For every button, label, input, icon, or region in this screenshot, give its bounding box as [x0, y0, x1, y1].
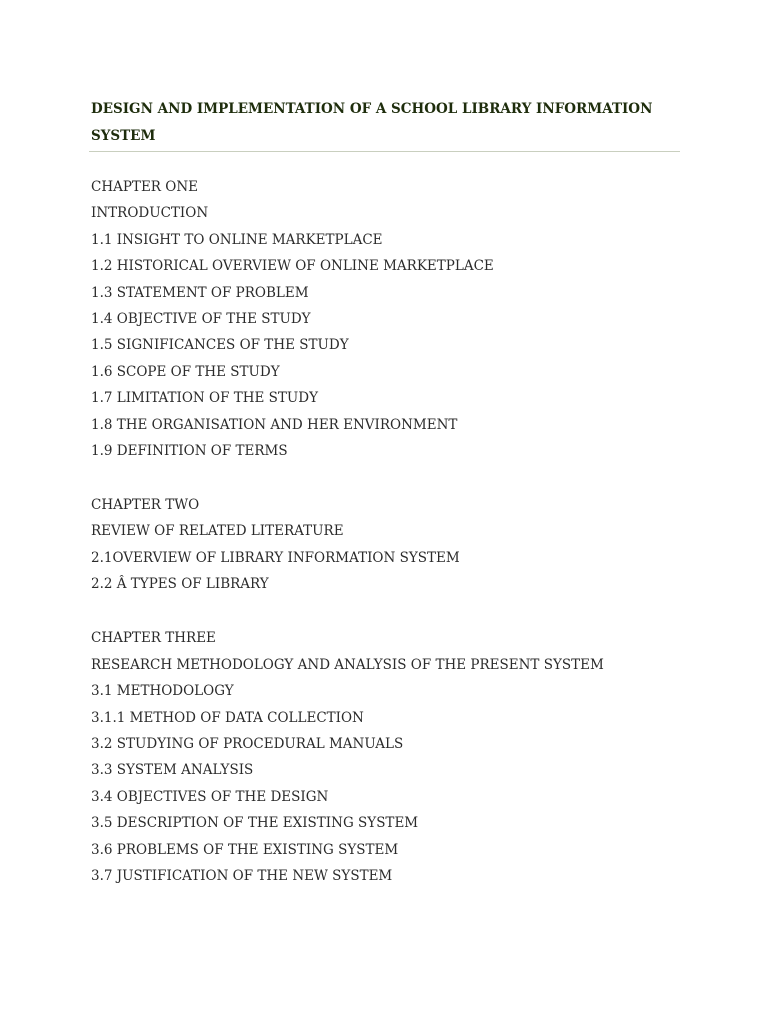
chapter-one-section: [91, 174, 604, 464]
toc-line: 1.1 INSIGHT TO ONLINE MARKETPLACE: [91, 231, 383, 248]
toc-line: 1.9 DEFINITION OF TERMS: [91, 443, 288, 460]
toc-line: 3.7 JUSTIFICATION OF THE NEW SYSTEM: [91, 867, 393, 884]
chapter-two-section: [91, 492, 604, 598]
toc-line: 2.1OVERVIEW OF LIBRARY INFORMATION SYSTEM: [91, 549, 460, 566]
toc-line: 3.1.1 METHOD OF DATA COLLECTION: [91, 709, 364, 726]
section-spacer: [91, 598, 604, 626]
document-title: DESIGN AND IMPLEMENTATION OF A SCHOOL LIBRARY INFORMATION SYSTEM: [91, 101, 653, 144]
toc-line: 3.2 STUDYING OF PROCEDURAL MANUALS: [91, 735, 404, 752]
toc-line: CHAPTER TWO: [91, 497, 200, 514]
toc-line: CHAPTER ONE: [91, 179, 198, 195]
toc-line: CHAPTER THREE: [91, 630, 216, 647]
toc-line: 3.5 DESCRIPTION OF THE EXISTING SYSTEM: [91, 815, 419, 832]
toc-line: 3.6 PROBLEMS OF THE EXISTING SYSTEM: [91, 841, 399, 858]
toc-line: 1.7 LIMITATION OF THE STUDY: [91, 390, 319, 407]
toc-line: 1.5 SIGNIFICANCES OF THE STUDY: [91, 337, 349, 354]
toc-line: 1.8 THE ORGANISATION AND HER ENVIRONMENT: [91, 416, 458, 433]
toc-line: 3.4 OBJECTIVES OF THE DESIGN: [91, 788, 329, 805]
toc-line: RESEARCH METHODOLOGY AND ANALYSIS OF THE PRESENT SYSTEM: [91, 656, 604, 673]
section-spacer: [91, 464, 604, 492]
table-of-contents: [91, 174, 604, 889]
toc-line: INTRODUCTION: [91, 205, 209, 222]
chapter-three-section: [91, 625, 604, 889]
toc-line: 1.2 HISTORICAL OVERVIEW OF ONLINE MARKETPLACE: [91, 258, 494, 275]
toc-line: REVIEW OF RELATED LITERATURE: [91, 523, 344, 540]
title-divider: [89, 151, 680, 152]
toc-line: 3.3 SYSTEM ANALYSIS: [91, 762, 254, 779]
toc-line: 1.3 STATEMENT OF PROBLEM: [91, 284, 309, 301]
toc-line: 2.2 Â TYPES OF LIBRARY: [91, 576, 269, 593]
toc-line: 1.6 SCOPE OF THE STUDY: [91, 363, 280, 380]
toc-line: 1.4 OBJECTIVE OF THE STUDY: [91, 311, 311, 328]
toc-line: 3.1 METHODOLOGY: [91, 683, 234, 700]
